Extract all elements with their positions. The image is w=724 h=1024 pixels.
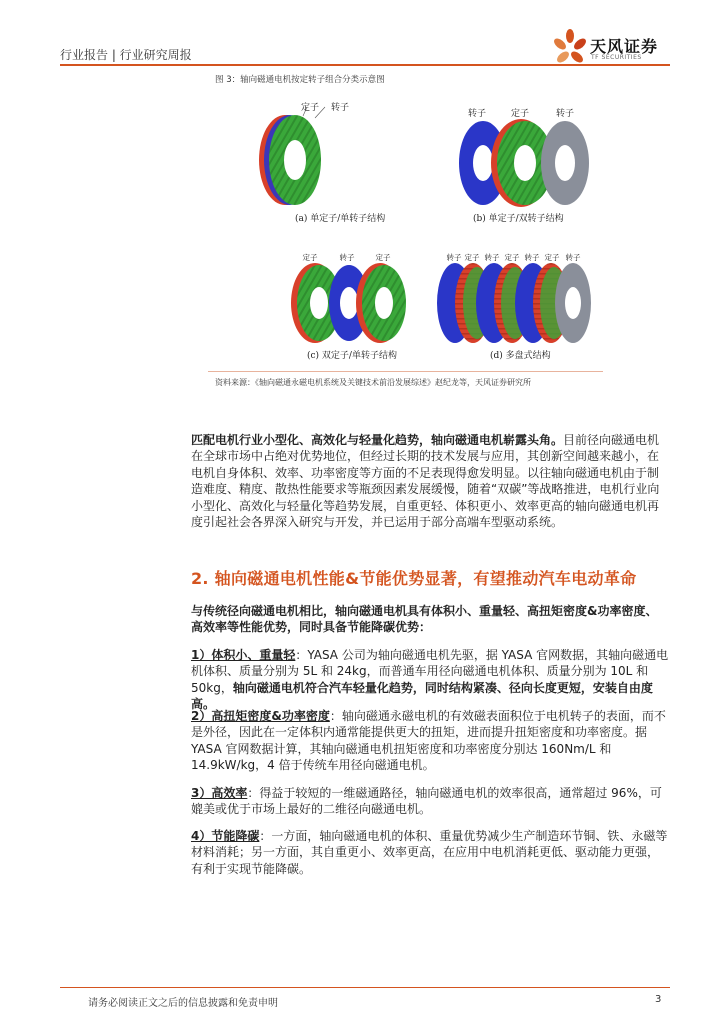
panel-a-single-stator-single-rotor bbox=[259, 101, 385, 224]
item-4 bbox=[191, 828, 669, 877]
panel-d-label-7: 转子 bbox=[565, 253, 581, 262]
item-2 bbox=[191, 708, 669, 774]
logo-name-cn: 天风证券 bbox=[590, 37, 659, 56]
figure-source: 资料来源：《轴向磁通永磁电机系统及关键技术前沿发展综述》赵纪龙等，天风证券研究所 bbox=[215, 378, 531, 387]
report-category: 行业报告 | 行业研究周报 bbox=[60, 48, 192, 62]
item-4-text: ：一方面，轴向磁通电机的体积、重量优势减少生产制造环节铜、铁、永磁等材料消耗；另一方面，其自重更小、效率更高，在应用中电机消耗更低、驱动能力更强，有利于实现节能降碳。 bbox=[191, 829, 668, 876]
panel-d-label-6: 定子 bbox=[544, 253, 560, 262]
panel-d-multi-disc bbox=[437, 252, 591, 361]
item-4-label: 4）节能降碳 bbox=[191, 829, 260, 843]
logo-name-en: TF SECURITIES bbox=[591, 54, 642, 61]
panel-d-caption: (d) 多盘式结构 bbox=[490, 351, 551, 361]
item-1-bold: 轴向磁通电机符合汽车轻量化趋势，同时结构紧凑、径向长度更短，安装自由度高。 bbox=[191, 680, 653, 712]
footer-disclaimer: 请务必阅读正文之后的信息披露和免责申明 bbox=[88, 998, 278, 1009]
footer-divider bbox=[60, 987, 670, 988]
intro-paragraph bbox=[191, 432, 669, 530]
section-lead: 与传统径向磁通电机相比，轴向磁通电机具有体积小、重量轻、高扭矩密度&功率密度、高效率等性能优势，同时具备节能降碳优势： bbox=[191, 604, 658, 635]
header-divider bbox=[60, 64, 670, 66]
panel-c-label-3: 定子 bbox=[375, 253, 391, 262]
item-1 bbox=[191, 647, 669, 713]
panel-c-double-stator-single-rotor bbox=[291, 252, 406, 361]
panel-d-label-2: 定子 bbox=[464, 253, 480, 262]
item-3-label: 3）高效率 bbox=[191, 786, 248, 800]
item-1-label: 1）体积小、重量轻 bbox=[191, 648, 296, 662]
panel-c-caption: (c) 双定子/单转子结构 bbox=[307, 351, 397, 361]
page-number: 3 bbox=[655, 994, 662, 1005]
item-2-text: ：轴向磁通永磁电机的有效磁表面积位于电机转子的表面，而不是外径，因此在一定体积内通常能提供更大的扭矩，进而提升扭矩密度和功率密度。据 YASA 官网数据计算，其轴向磁通电机扭矩密度和功率密度分别达 160Nm/L 和 14.9kW/kg，4 倍于传统车用径向磁通电机。 bbox=[191, 709, 666, 773]
panel-a-label-2: 转子 bbox=[330, 103, 350, 113]
panel-a-caption: (a) 单定子/单转子结构 bbox=[295, 214, 386, 224]
panel-b-single-stator-double-rotor bbox=[459, 107, 589, 224]
item-2-label: 2）高扭矩密度&功率密度 bbox=[191, 709, 330, 723]
panel-d-label-1: 转子 bbox=[446, 253, 462, 262]
item-3 bbox=[191, 785, 669, 818]
figure-source-divider bbox=[208, 371, 603, 372]
panel-b-caption: (b) 单定子/双转子结构 bbox=[473, 214, 564, 224]
intro-bold: 匹配电机行业小型化、高效化与轻量化趋势，轴向磁通电机崭露头角。 bbox=[191, 433, 564, 447]
panel-d-label-5: 转子 bbox=[524, 253, 540, 262]
panel-b-label-1: 转子 bbox=[467, 109, 487, 119]
motor-structure-figure bbox=[215, 88, 595, 368]
panel-d-label-3: 转子 bbox=[484, 253, 500, 262]
panel-b-label-2: 定子 bbox=[510, 109, 530, 119]
panel-d-label-4: 定子 bbox=[504, 253, 520, 262]
panel-b-label-3: 转子 bbox=[555, 109, 575, 119]
item-3-text: ：得益于较短的一维磁通路径，轴向磁通电机的效率很高，通常超过 96%，可媲美或优于市场上最好的二维径向磁通电机。 bbox=[191, 786, 662, 817]
section-heading: 2. 轴向磁通电机性能&节能优势显著，有望推动汽车电动革命 bbox=[191, 569, 637, 588]
figure-title: 图 3：轴向磁通电机按定转子组合分类示意图 bbox=[215, 75, 385, 85]
panel-a-label-1: 定子 bbox=[300, 103, 320, 113]
panel-c-label-2: 转子 bbox=[339, 253, 355, 262]
panel-c-label-1: 定子 bbox=[302, 253, 318, 262]
item-1-text: ：YASA 公司为轴向磁通电机先驱，据 YASA 官网数据，其轴向磁通电机体积、质量分别为 5L 和 24kg，而普通车用径向磁通电机体积、质量分别为 10L 和 50kg， bbox=[191, 648, 669, 695]
intro-text: 目前径向磁通电机在全球市场中占绝对优势地位，但经过长期的技术发展与应用，其创新空间越来越小，在电机自身体积、效率、功率密度等方面的不足表现得愈发明显。以往轴向磁通电机由于制造难度、精度、散热性能要求等瓶颈因素发展缓慢，随着“双碳”等战略推进，电机行业向小型化、高效化与轻量化等趋势发展，自重更轻、体积更小、效率更高的轴向磁通电机再度引起社会各界深入研究与开发，并已运用于部分高端车型驱动系统。 bbox=[191, 433, 660, 530]
